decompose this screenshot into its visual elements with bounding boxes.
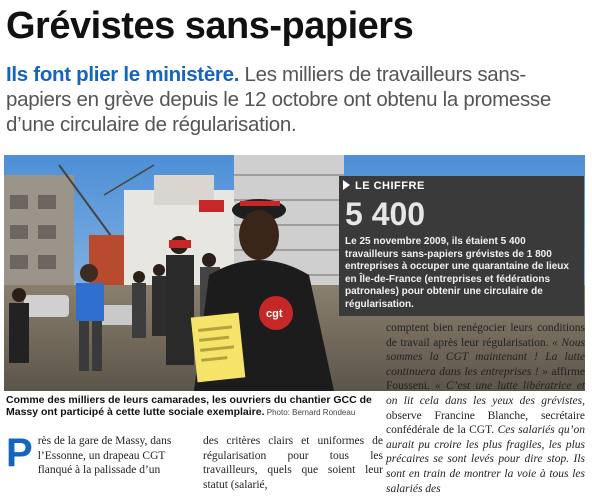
drop-cap: P [6, 431, 33, 475]
col3-text-c: observe Francine Blanche, secrétaire confédérale de la CGT. [386, 409, 585, 437]
photo-caption [6, 394, 384, 419]
stat-box [339, 176, 584, 316]
stat-value: 5 400 [345, 196, 426, 232]
caption-text: Comme des milliers de leurs camarades, les ouvriers du chantier GCC de Massy ont participé à cette lutte sociale exemplaire. [6, 394, 372, 418]
deck-text: Les milliers de travailleurs sans-papiers en grève depuis le 12 octobre ont obtenu la promesse d’une circulaire de régularisation. [6, 63, 551, 136]
article-column-1 [6, 431, 196, 478]
article-column-2 [203, 434, 383, 492]
stat-tag-label: LE CHIFFRE [355, 180, 425, 192]
col3-quote-3: Ces salariés qu’on aurait pu croire les plus fragiles, les plus précaires se sont levés pour dire stop. Ils sont en train de montrer la voie à tous les salariés des [386, 424, 585, 495]
deck-lead: Ils font plier le ministère. [6, 63, 240, 86]
col3-quote-1: « Nous sommes la CGT maintenant ! La lutte continuera dans les entreprises ! » [386, 336, 585, 378]
article-column-3 [386, 321, 585, 496]
col2-text: des critères clairs et uniformes de régularisation pour tous les travailleurs, quels que soient leur statut (salarié, [203, 435, 383, 491]
col3-text-b: affirme Fousseni. [386, 365, 585, 393]
col3-text-a: comptent bien renégocier leurs conditions de travail après leur régularisation. [386, 322, 585, 349]
play-arrow-icon [343, 180, 350, 190]
photo-credit: Photo: Bernard Rondeau [264, 408, 356, 417]
stat-description: Le 25 novembre 2009, ils étaient 5 400 travailleurs sans-papiers grévistes de 1 800 entreprises à occuper une quarantaine de lieux en Île-de-France (entreprises et fédérations patronales) pour obtenir une circulaire de régularisation. [345, 236, 569, 310]
deck [6, 62, 586, 137]
stat-tag [339, 180, 425, 192]
col3-quote-2: « C’est une lutte libératrice et on lit cela dans les yeux des grévistes, [386, 380, 585, 407]
headline: Grévistes sans-papiers [6, 5, 414, 47]
col1-text: rès de la gare de Massy, dans l’Essonne, un drapeau CGT flanqué à la palissade d’un [37, 435, 172, 477]
cgt-sign: cgt [266, 308, 283, 320]
